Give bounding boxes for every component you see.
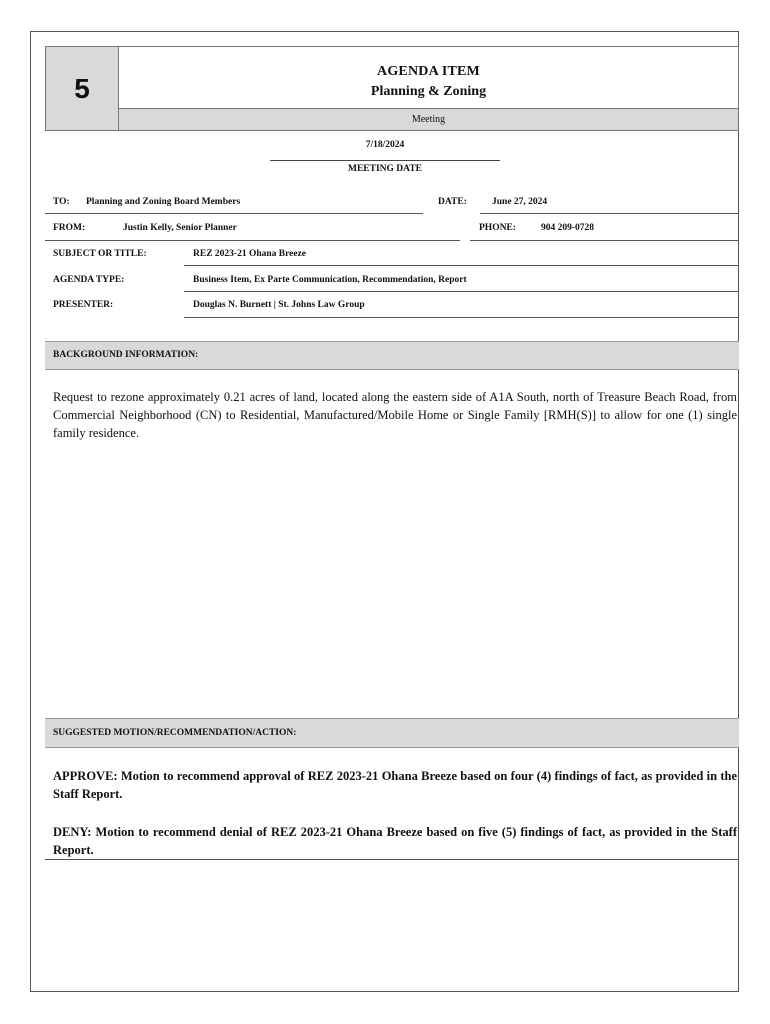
agenda-department: Planning & Zoning [370, 84, 487, 99]
background-text: Request to rezone approximately 0.21 acres of land, located along the eastern side of A1A South, north of Treasure Beach Road, from Commercial Neighborhood (CN) to Residential, Manufactured/Mobile Home or Single Family [RMH(S)] to allow for one (1) single family residence. [53, 390, 737, 440]
date-label: DATE: [438, 197, 467, 207]
to-value: Planning and Zoning Board Members [86, 197, 241, 207]
agenda-type-rule [184, 291, 739, 292]
agenda-type-value: Business Item, Ex Parte Communication, Recommendation, Report [193, 275, 467, 285]
subject-rule [184, 265, 739, 266]
meeting-date-value: 7/18/2024 [365, 140, 405, 150]
background-heading: BACKGROUND INFORMATION: [45, 341, 739, 370]
date-value: June 27, 2024 [492, 197, 548, 207]
phone-label: PHONE: [479, 223, 516, 233]
motion-deny: DENY: Motion to recommend denial of REZ 2023-21 Ohana Breeze based on five (5) findings of fact, as provided in the Staff Report. [53, 825, 737, 857]
to-label: TO: [53, 197, 70, 207]
subject-label: SUBJECT OR TITLE: [53, 249, 147, 259]
presenter-rule [184, 317, 739, 318]
presenter-label: PRESENTER: [53, 300, 114, 310]
date-rule [480, 213, 739, 214]
from-label: FROM: [53, 223, 86, 233]
meeting-date-label: MEETING DATE [348, 164, 422, 174]
meeting-type: Meeting [118, 108, 739, 131]
presenter-value: Douglas N. Burnett | St. Johns Law Group [193, 300, 365, 310]
meeting-date-line [270, 160, 500, 161]
agenda-item-number [45, 46, 119, 131]
from-value: Justin Kelly, Senior Planner [123, 223, 237, 233]
to-rule [45, 213, 423, 214]
agenda-type-label: AGENDA TYPE: [53, 275, 125, 285]
from-rule [45, 240, 460, 241]
agenda-title: AGENDA ITEM [377, 64, 480, 79]
motion-approve: APPROVE: Motion to recommend approval of REZ 2023-21 Ohana Breeze based on four (4) findings of fact, as provided in the Staff Report. [53, 769, 737, 801]
phone-value: 904 209-0728 [541, 223, 595, 233]
subject-value: REZ 2023-21 Ohana Breeze [193, 249, 307, 259]
agenda-title-box [118, 46, 739, 109]
motion-bottom-rule [45, 859, 739, 860]
motion-heading: SUGGESTED MOTION/RECOMMENDATION/ACTION: [45, 718, 739, 748]
phone-rule [470, 240, 739, 241]
item-number-text: 5 [74, 72, 90, 104]
